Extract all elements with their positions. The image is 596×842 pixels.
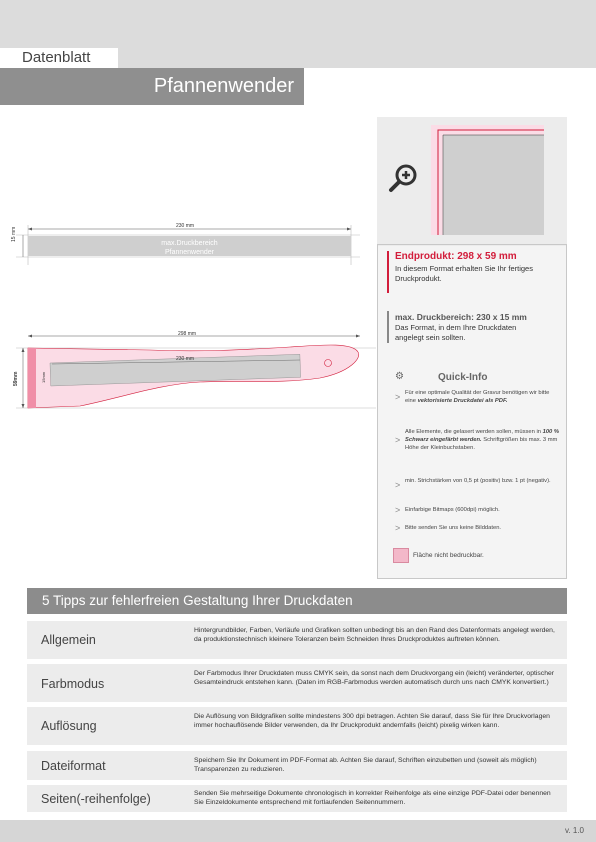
datenblatt-label: Datenblatt — [22, 49, 91, 66]
zoom-preview — [377, 117, 567, 245]
quick-info-item: Bitte senden Sie uns keine Bilddaten. — [405, 525, 502, 531]
zoom-preview-graphic — [377, 117, 567, 245]
tips-title: 5 Tipps zur fehlerfreien Gestaltung Ihrer Druckdaten — [42, 593, 353, 608]
endprodukt-text: In diesem Format erhalten Sie Ihr fertiges Druckprodukt. — [395, 264, 533, 283]
tip-label: Allgemein — [41, 633, 96, 647]
tip-row — [27, 751, 567, 780]
tip-label: Dateiformat — [41, 759, 106, 773]
print-area-label — [28, 239, 351, 257]
version-label: v. 1.0 — [565, 826, 584, 835]
tip-text: Die Auflösung von Bildgrafiken sollte mindestens 300 dpi betragen. Achten Sie darauf, dass Sie für Ihre Druckvorlagen immer hochauflösende Bilder verwenden, da Ihr Druckprodukt andernfalls (leicht) pixelig wirken kann. — [194, 713, 550, 729]
gears-icon: ⚙ — [395, 371, 404, 382]
tip-label: Farbmodus — [41, 677, 105, 691]
tip-label: Seiten(-reihenfolge) — [41, 792, 151, 806]
inner-height-label: 15mm — [41, 371, 46, 383]
endprodukt-title: Endprodukt: 298 x 59 mm — [395, 251, 517, 262]
chevron-right-icon: > — [395, 480, 401, 490]
nonprint-legend-label: Fläche nicht bedruckbar. — [413, 552, 484, 559]
tip-label: Auflösung — [41, 719, 97, 733]
tip-text: Hintergrundbilder, Farben, Verläufe und Grafiken sollten unbedingt bis an den Rand des Datenformats angelegt werden, da produktionstechnisch kleinere Toleranzen beim Schneiden Ihres Druckproduktes auftreten können. — [194, 627, 555, 643]
quick-info-title: Quick-Info — [438, 372, 488, 383]
product-width-label: 298 mm — [178, 331, 197, 337]
footer — [0, 820, 596, 842]
tip-text: Der Farbmodus Ihrer Druckdaten muss CMYK sein, da sonst nach dem Druckvorgang ein (leicht) veränderter, optischer Gesamteindruck entstehen kann. (Daten im RGB-Farbmodus werden automatisch durch uns nach CMYK konvertiert.) — [194, 670, 555, 686]
product-height-label: 59mm — [13, 371, 19, 386]
tip-row — [27, 664, 567, 702]
nonprint-legend-swatch — [393, 548, 409, 563]
print-area-label-line2: Pfannenwender — [164, 249, 215, 256]
page-title: Pfannenwender — [153, 75, 294, 97]
druckbereich-marker — [387, 311, 389, 343]
chevron-right-icon: > — [395, 392, 401, 402]
nonprint-edge — [28, 348, 36, 408]
chevron-right-icon: > — [395, 523, 401, 533]
tip-row — [27, 785, 567, 812]
quick-info-item: Einfarbige Bitmaps (600dpi) möglich. — [405, 507, 500, 513]
print-area-label-line1: max.Druckbereich — [161, 240, 218, 247]
quick-info-item: min. Strichstärken von 0,5 pt (positiv) bzw. 1 pt (negativ). — [405, 478, 551, 484]
tip-text: Speichern Sie Ihr Dokument im PDF-Format ab. Achten Sie darauf, Schriften einzubetten und (soweit als möglich) Transparenzen zu reduzieren. — [194, 757, 537, 773]
print-area-width-label: 230 mm — [176, 223, 195, 229]
tip-text: Senden Sie mehrseitige Dokumente chronologisch in korrekter Reihenfolge als eine einzige PDF-Datei oder benennen Sie Einzeldokumente entsprechend mit fortlaufenden Seitennummern. — [194, 790, 551, 806]
tip-row — [27, 621, 567, 659]
chevron-right-icon: > — [395, 435, 401, 445]
druckbereich-title: max. Druckbereich: 230 x 15 mm — [395, 312, 527, 322]
endprodukt-marker — [387, 251, 389, 293]
print-area-height-label: 15 mm — [11, 226, 17, 242]
tip-row — [27, 707, 567, 745]
druckbereich-text: Das Format, in dem Ihre Druckdaten angelegt sein sollten. — [395, 323, 517, 342]
inner-width-label: 230 mm — [176, 356, 195, 362]
chevron-right-icon: > — [395, 505, 401, 515]
quick-info-item: Alle Elemente, die gelasert werden sollen, müssen in 100 % Schwarz eingefärbt werden. Schriftgrößen bis max. 3 mm Höhe der Kleinbuchstaben. — [405, 429, 560, 451]
quick-info-item: Für eine optimale Qualität der Gravur benötigen wir bitte eine vektorisierte Druckdatei als PDF. — [405, 390, 550, 404]
